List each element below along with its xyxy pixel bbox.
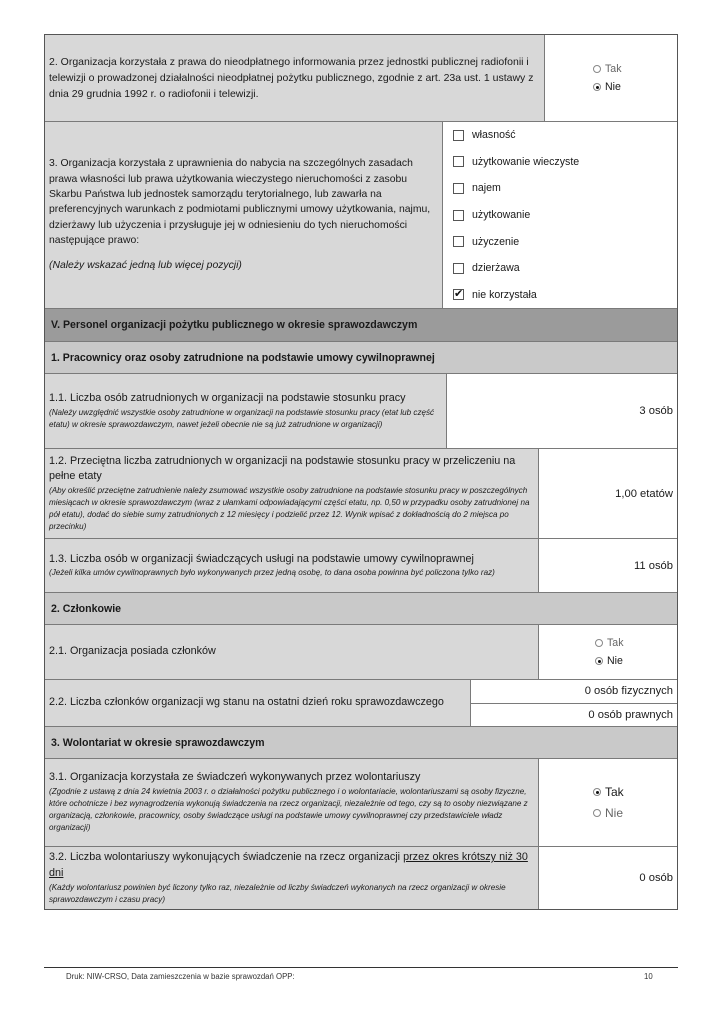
checkbox-option[interactable] <box>453 122 677 149</box>
question-text <box>49 850 534 881</box>
question-row-2-2 <box>45 680 677 727</box>
checkbox-label: dzierżawa <box>472 262 520 275</box>
checkbox-label: nie korzystała <box>472 288 537 301</box>
checkbox-label: użytkowanie <box>472 209 531 221</box>
checkbox[interactable] <box>453 130 464 141</box>
checkbox-checked[interactable] <box>453 289 464 300</box>
question-note: (Zgodnie z ustawą z dnia 24 kwietnia 2003 r. o działalności pożytku publicznego i o wolontariacie, wolontariuszami są osoby fizyczne, które ochotnicze i bez wynagrodzenia wykonują świadczenia na rzecz organizacji, niezależnie od tego, czy są to osoby niezwiązane z organizacją, członkowie, pracownicy, osoby świadczące usługi na podstawie umowy cywilnoprawnej czy przedstawiciele władz organizacji) <box>49 787 528 833</box>
question-text: 3.1. Organizacja korzystała ze świadczeń wykonywanych przez wolontariuszy <box>49 771 421 784</box>
answer-value: 0 osób <box>539 847 677 909</box>
question-row-2-1 <box>45 625 677 680</box>
question-text-block <box>45 449 539 538</box>
question-text-main: 3.2. Liczba wolontariuszy wykonujących świadczenie na rzecz organizacji <box>49 851 404 864</box>
answer-values <box>471 680 677 726</box>
answer-value-physical: 0 osób fizycznych <box>471 680 677 704</box>
question-text-block <box>45 374 447 448</box>
subsection-heading: 3. Wolontariat w okresie sprawozdawczym <box>45 727 677 759</box>
subsection-heading: 2. Członkowie <box>45 593 677 625</box>
radio-button[interactable] <box>593 809 601 817</box>
radio-option-nie[interactable] <box>593 78 621 96</box>
checkbox-option[interactable] <box>453 202 677 229</box>
question-text: 3. Organizacja korzystała z uprawnienia do nabycia na szczególnych zasadach prawa własności lub prawa użytkowania wieczystego nieruchomości z zasobu Skarbu Państwa lub jednostek samorządu terytorialnego, lub zawarła na preferencyjnych warunkach z podmiotami publicznymi umowy użytkowania, najmu, dzierżawy lub użyczenia i przysługuje jej w odniesieniu do tych nieruchomości następujące prawo: <box>49 158 431 247</box>
radio-button-selected[interactable] <box>593 83 601 91</box>
question-text-block <box>45 847 539 909</box>
question-note: (Aby określić przeciętne zatrudnienie należy zsumować wszystkie osoby zatrudnione na podstawie stosunku pracy w poszczególnych miesiącach w okresie sprawozdawczym (wraz z ułamkami odpowiadającymi części etatu, np. 0,50 w przypadku osoby zatrudnionej na pół etatu), dodać do siebie sumy zatrudnionych z 12 miesięcy i podzielić przez 12. Wynik wpisać z dokładnością do 2 miejsca po przecinku) <box>49 485 530 532</box>
question-text: 2. Organizacja korzystała z prawa do nieodpłatnego informowania przez jednostki publicznej radiofonii i telewizji o prowadzonej działalności nieodpłatnej pożytku publicznego, zgodnie z art. 23a ust. 1 ustawy z dnia 29 grudnia 1992 r. o radiofonii i telewizji. <box>45 35 545 121</box>
checkbox-group-q3 <box>443 122 677 308</box>
question-row-1-1 <box>45 374 677 449</box>
question-text-underlined: przez okres krótszy niż 30 dni <box>49 851 528 879</box>
radio-group-q21 <box>539 625 677 679</box>
radio-option-tak[interactable] <box>593 782 624 803</box>
question-text: 1.3. Liczba osób w organizacji świadczących usługi na podstawie umowy cywilnoprawnej <box>49 552 474 565</box>
answer-value: 1,00 etatów <box>539 449 677 538</box>
radio-option-nie[interactable] <box>593 803 623 824</box>
answer-value: 11 osób <box>539 539 677 592</box>
page-number: 10 <box>644 972 653 981</box>
radio-button[interactable] <box>593 65 601 73</box>
radio-button-selected[interactable] <box>595 657 603 665</box>
checkbox[interactable] <box>453 156 464 167</box>
question-note: (Każdy wolontariusz powinien być liczony tylko raz, niezależnie od liczby świadczeń wykonanych na rzecz organizacji w okresie sprawozdawczym i czasu pracy) <box>49 882 506 904</box>
radio-option-tak[interactable] <box>593 60 622 78</box>
answer-value-legal: 0 osób prawnych <box>588 708 673 721</box>
question-text: 1.1. Liczba osób zatrudnionych w organizacji na podstawie stosunku pracy <box>49 392 406 405</box>
question-row-2 <box>45 35 677 122</box>
radio-label: Nie <box>605 81 621 93</box>
question-text: 2.1. Organizacja posiada członków <box>45 625 539 679</box>
radio-label: Tak <box>605 785 624 799</box>
question-text: 1.2. Przeciętna liczba zatrudnionych w organizacji na podstawie stosunku pracy w przeliczeniu na pełne etaty <box>49 454 516 483</box>
footer-print-info: Druk: NIW-CRSO, Data zamieszczenia w bazie sprawozdań OPP: <box>66 972 295 981</box>
question-text: 2.2. Liczba członków organizacji wg stanu na ostatni dzień roku sprawozdawczego <box>45 680 471 726</box>
checkbox-label: użyczenie <box>472 235 520 248</box>
question-text-block <box>45 539 539 592</box>
checkbox-label: użytkowanie wieczyste <box>472 155 580 168</box>
checkbox[interactable] <box>453 183 464 194</box>
question-text-block <box>45 759 539 846</box>
radio-label: Tak <box>605 63 622 75</box>
footer-divider <box>44 967 678 968</box>
radio-option-nie[interactable] <box>595 652 623 670</box>
checkbox-option[interactable] <box>453 175 677 202</box>
checkbox-label: własność <box>472 129 516 142</box>
checkbox-option[interactable] <box>453 255 677 282</box>
radio-group-q31 <box>539 759 677 846</box>
radio-button-selected[interactable] <box>593 788 601 796</box>
question-row-1-2 <box>45 449 677 539</box>
question-text-block <box>45 122 443 308</box>
radio-label: Nie <box>607 655 623 667</box>
question-row-1-3 <box>45 539 677 593</box>
radio-group-q2 <box>545 35 677 121</box>
subsection-heading: 1. Pracownicy oraz osoby zatrudnione na podstawie umowy cywilnoprawnej <box>45 342 677 374</box>
question-note: (Należy uwzględnić wszystkie osoby zatrudnione w organizacji na podstawie stosunku pracy (etat lub część etatu) w okresie sprawozdawczym, nawet jeżeli obecnie nie są już zatrudnione w organizacji) <box>49 407 435 429</box>
question-row-3-1 <box>45 759 677 847</box>
checkbox-label: najem <box>472 182 501 195</box>
radio-label: Tak <box>607 637 624 649</box>
section-heading: V. Personel organizacji pożytku publicznego w okresie sprawozdawczym <box>45 309 677 342</box>
question-row-3 <box>45 122 677 309</box>
answer-value: 3 osób <box>447 374 677 448</box>
question-note: (Należy wskazać jedną lub więcej pozycji) <box>49 260 242 272</box>
checkbox[interactable] <box>453 210 464 221</box>
checkbox[interactable] <box>453 236 464 247</box>
question-note: (Jeżeli kilka umów cywilnoprawnych było wykonywanych przez jedną osobę, to dana osoba powinna być policzona tylko raz) <box>49 568 495 578</box>
radio-button[interactable] <box>595 639 603 647</box>
checkbox-option[interactable] <box>453 149 677 176</box>
checkbox-option[interactable] <box>453 228 677 255</box>
question-row-3-2 <box>45 847 677 909</box>
report-form-frame <box>44 34 678 910</box>
checkbox-option-checked[interactable] <box>453 281 677 308</box>
radio-label: Nie <box>605 806 624 820</box>
radio-option-tak[interactable] <box>595 634 624 652</box>
checkbox[interactable] <box>453 263 464 274</box>
